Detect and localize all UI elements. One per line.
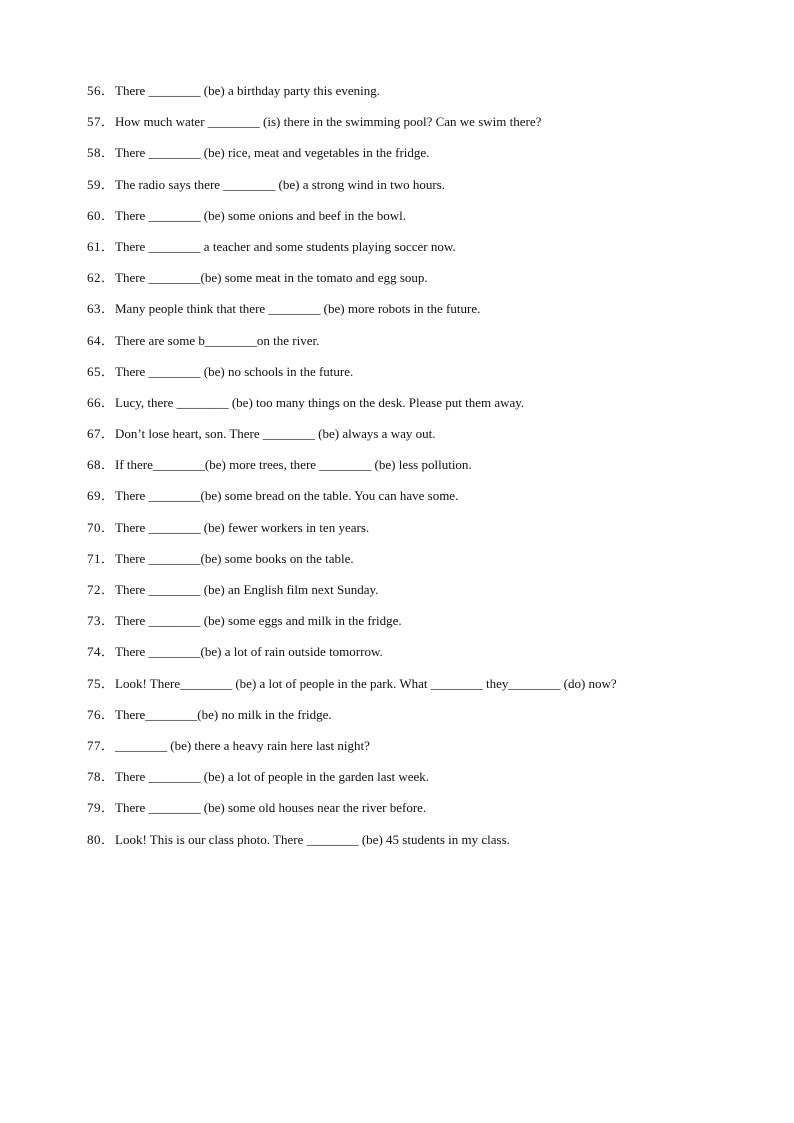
exercise-item-58 bbox=[87, 144, 767, 175]
item-number: 63． bbox=[87, 301, 115, 317]
exercise-item-75 bbox=[87, 675, 767, 706]
exercise-item-71 bbox=[87, 550, 767, 581]
exercise-item-70 bbox=[87, 519, 767, 550]
item-number: 76． bbox=[87, 706, 115, 722]
item-number: 67． bbox=[87, 426, 115, 442]
item-text: There ________ (be) a birthday party this evening. bbox=[115, 83, 380, 98]
item-number: 65． bbox=[87, 363, 115, 379]
exercise-item-73 bbox=[87, 612, 767, 643]
item-number: 57． bbox=[87, 114, 115, 130]
item-number: 73． bbox=[87, 613, 115, 629]
exercise-item-63 bbox=[87, 300, 767, 331]
item-text: There ________ (be) some old houses near the river before. bbox=[115, 800, 427, 816]
item-text: The radio says there ________ (be) a strong wind in two hours. bbox=[115, 176, 445, 192]
item-number: 77． bbox=[87, 737, 115, 753]
item-number: 69． bbox=[87, 488, 115, 504]
exercise-item-72 bbox=[87, 581, 767, 612]
item-number: 79． bbox=[87, 800, 115, 816]
item-text: Look! There________ (be) a lot of people in the park. What ________ they________ (do) now? bbox=[115, 675, 617, 691]
item-number: 72． bbox=[87, 582, 115, 597]
item-text: If there________(be) more trees, there ________ (be) less pollution. bbox=[115, 457, 472, 473]
item-number: 62． bbox=[87, 270, 115, 286]
item-text: There ________ (be) no schools in the future. bbox=[115, 363, 354, 379]
item-text: There ________ (be) some onions and beef in the bowl. bbox=[115, 207, 406, 223]
item-text: There ________(be) some books on the table. bbox=[115, 550, 354, 566]
exercise-item-56 bbox=[87, 82, 767, 113]
exercise-item-78 bbox=[87, 768, 767, 799]
item-text: There ________ a teacher and some students playing soccer now. bbox=[115, 238, 456, 254]
exercise-item-68 bbox=[87, 456, 767, 487]
item-text: There are some b________on the river. bbox=[115, 332, 320, 348]
item-text: There ________ (be) rice, meat and vegetables in the fridge. bbox=[115, 145, 430, 161]
exercise-list bbox=[87, 82, 767, 862]
exercise-item-79 bbox=[87, 799, 767, 830]
item-number: 60． bbox=[87, 207, 115, 223]
item-text: There ________ (be) some eggs and milk in the fridge. bbox=[115, 613, 402, 629]
exercise-item-67 bbox=[87, 425, 767, 456]
exercise-item-61 bbox=[87, 238, 767, 269]
exercise-item-62 bbox=[87, 269, 767, 300]
item-text: There ________(be) some bread on the table. You can have some. bbox=[115, 488, 459, 504]
item-text: There________(be) no milk in the fridge. bbox=[115, 706, 332, 722]
exercise-item-60 bbox=[87, 207, 767, 238]
exercise-item-77 bbox=[87, 737, 767, 768]
item-text: There ________(be) a lot of rain outside tomorrow. bbox=[115, 644, 383, 660]
item-number: 75． bbox=[87, 675, 115, 691]
item-number: 66． bbox=[87, 394, 115, 410]
item-number: 70． bbox=[87, 519, 115, 535]
item-text: Don’t lose heart, son. There ________ (be) always a way out. bbox=[115, 426, 436, 442]
item-text: How much water ________ (is) there in the swimming pool? Can we swim there? bbox=[115, 114, 542, 130]
item-text: There ________ (be) an English film next Sunday. bbox=[115, 582, 379, 597]
exercise-item-80 bbox=[87, 831, 767, 862]
item-number: 64． bbox=[87, 332, 115, 348]
item-text: ________ (be) there a heavy rain here last night? bbox=[115, 737, 370, 753]
item-number: 71． bbox=[87, 550, 115, 566]
item-number: 56． bbox=[87, 83, 115, 98]
exercise-item-59 bbox=[87, 176, 767, 207]
item-text: Lucy, there ________ (be) too many things on the desk. Please put them away. bbox=[115, 394, 525, 410]
item-text: There ________ (be) fewer workers in ten years. bbox=[115, 519, 370, 535]
item-text: Look! This is our class photo. There ________ (be) 45 students in my class. bbox=[115, 831, 510, 847]
item-number: 58． bbox=[87, 145, 115, 161]
exercise-item-76 bbox=[87, 706, 767, 737]
item-text: There ________ (be) a lot of people in the garden last week. bbox=[115, 769, 430, 785]
exercise-item-65 bbox=[87, 363, 767, 394]
item-number: 80． bbox=[87, 831, 115, 847]
exercise-item-57 bbox=[87, 113, 767, 144]
item-number: 59． bbox=[87, 176, 115, 192]
exercise-item-69 bbox=[87, 487, 767, 518]
item-number: 74． bbox=[87, 644, 115, 660]
item-number: 78． bbox=[87, 769, 115, 785]
item-text: There ________(be) some meat in the tomato and egg soup. bbox=[115, 270, 428, 286]
item-number: 61． bbox=[87, 238, 115, 254]
item-number: 68． bbox=[87, 457, 115, 473]
item-text: Many people think that there ________ (be) more robots in the future. bbox=[115, 301, 481, 317]
exercise-item-74 bbox=[87, 643, 767, 674]
exercise-item-64 bbox=[87, 332, 767, 363]
exercise-item-66 bbox=[87, 394, 767, 425]
